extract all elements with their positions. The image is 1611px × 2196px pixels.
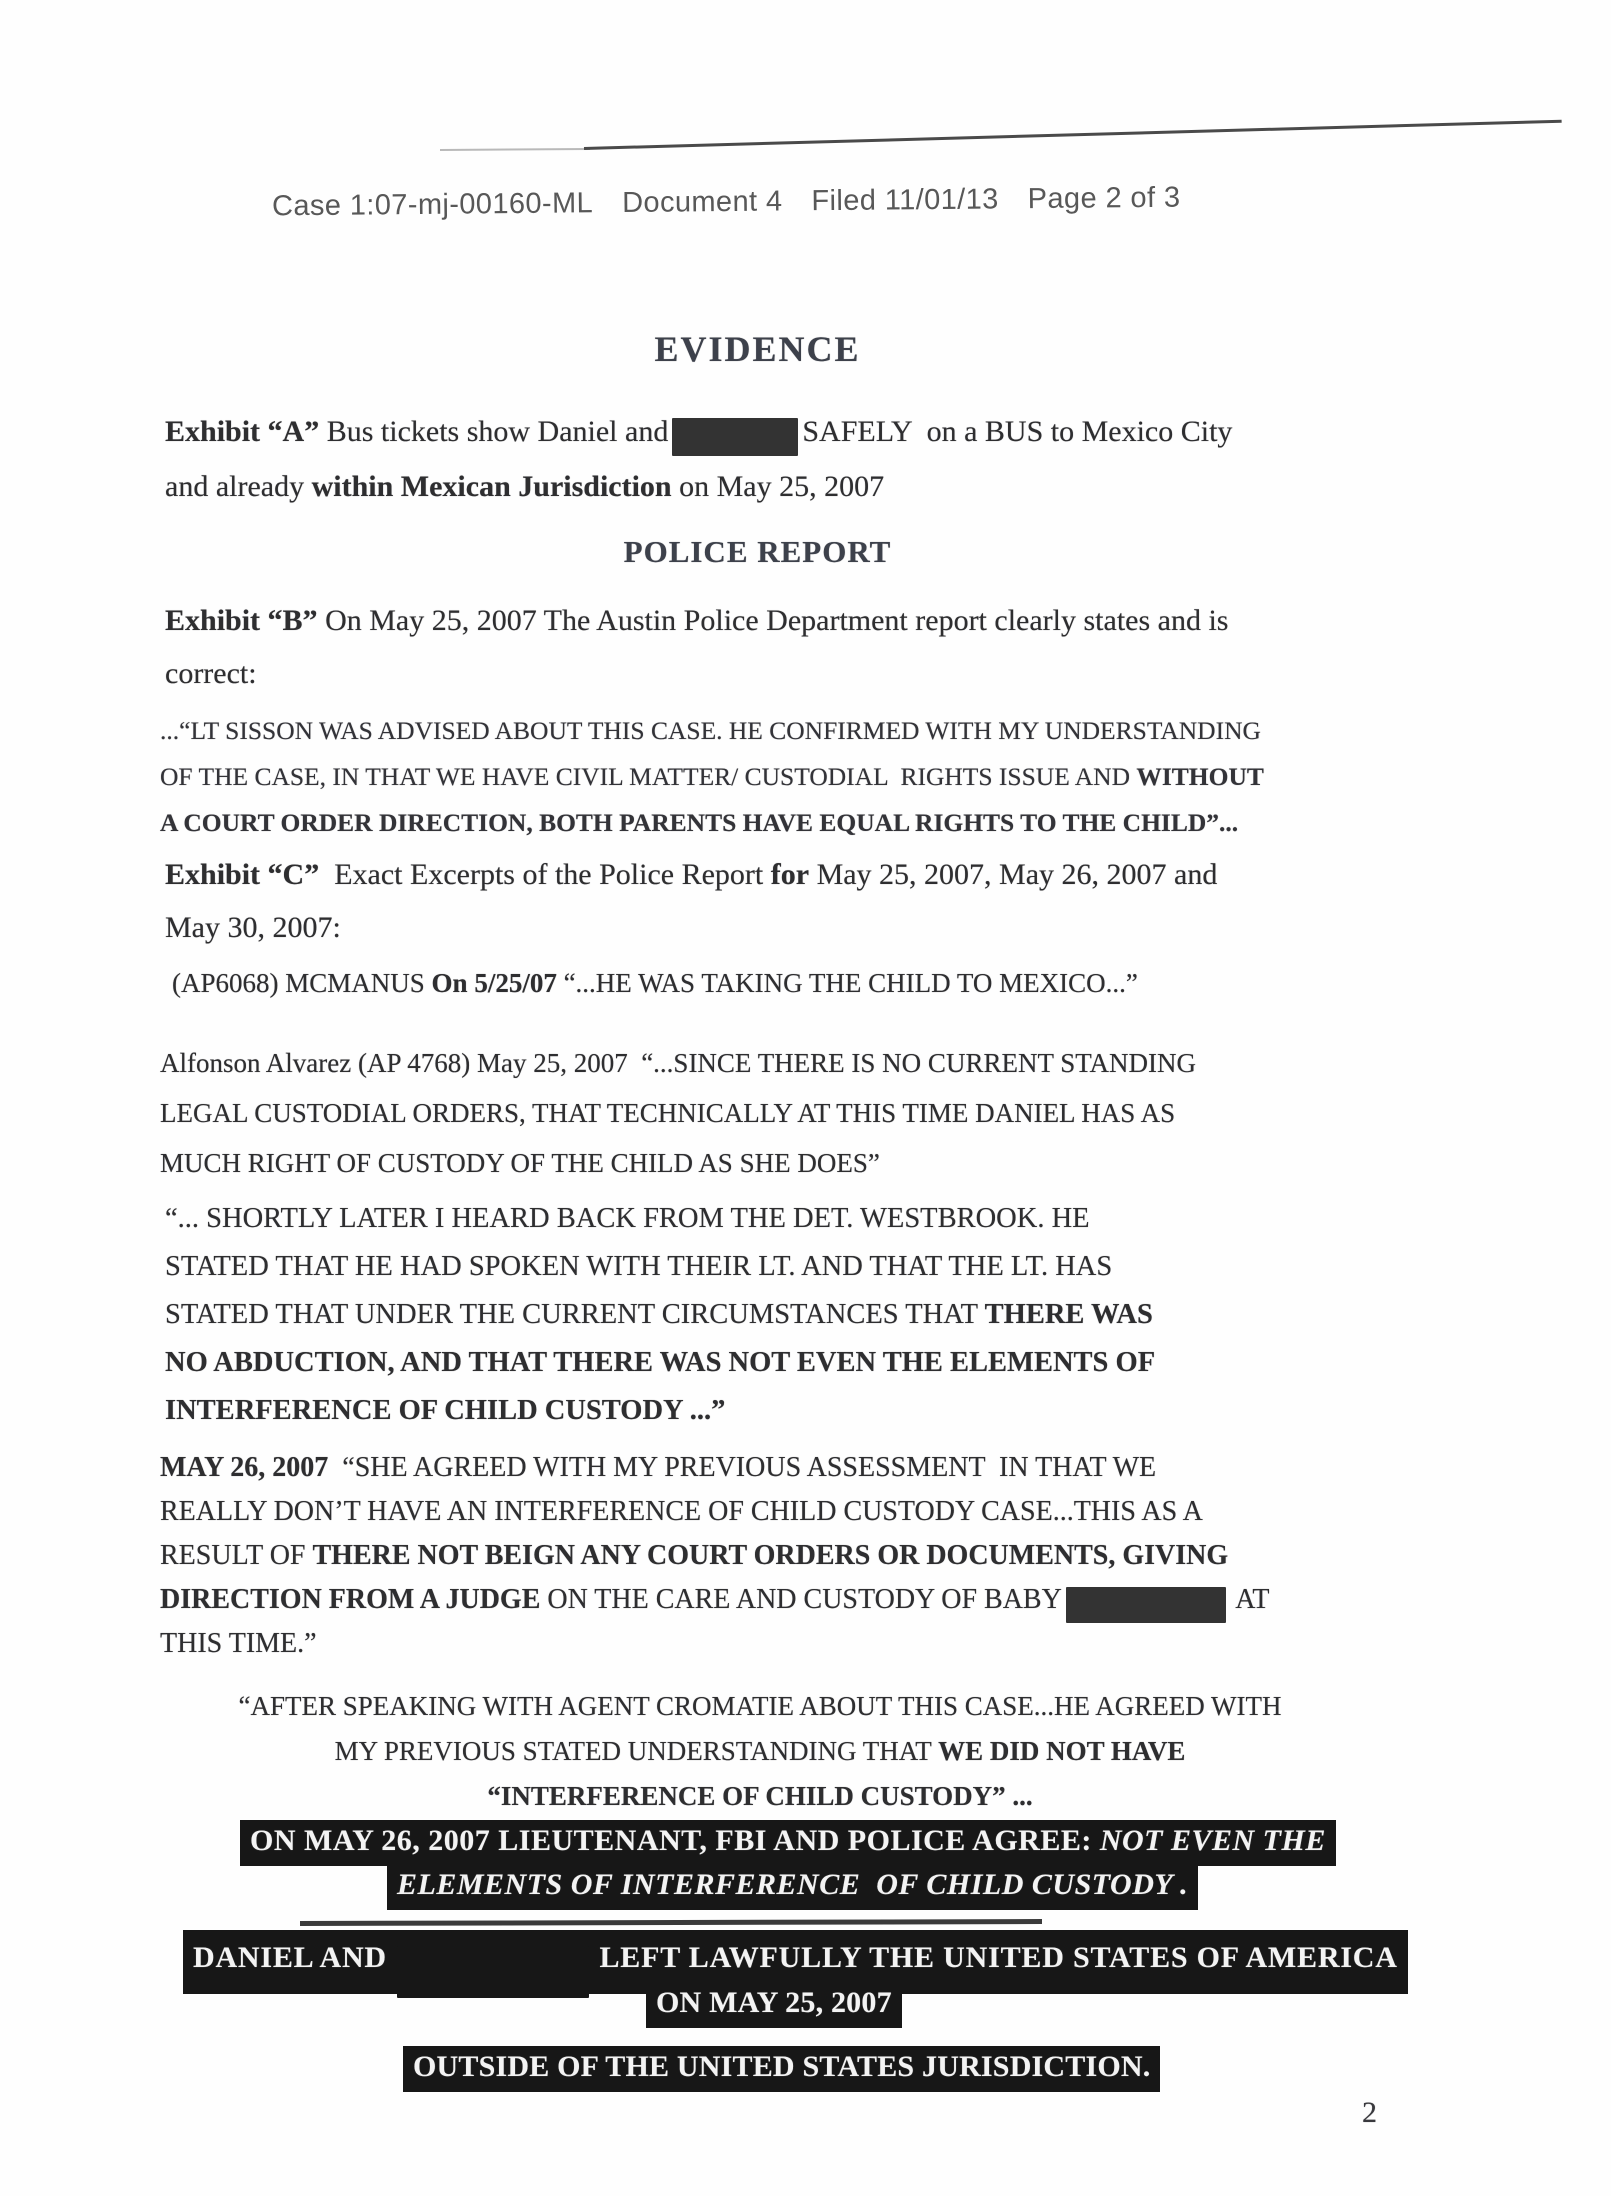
text-line [165,1291,1155,1339]
text-segment: and already [165,470,312,503]
text-segment: “... SHORTLY LATER I HEARD BACK FROM THE DET. WESTBROOK. HE [165,1203,1090,1234]
text-segment: Exhibit “A” [165,415,327,448]
text-line [165,1774,1355,1819]
redaction-box [1066,1587,1226,1623]
paragraph-may26-quote [160,1446,1270,1666]
text-segment: THERE NOT BEIGN ANY COURT ORDERS OR DOCUMENTS, GIVING [312,1540,1229,1571]
paragraph-exhibit-b [165,594,1228,700]
redaction-box [397,1946,589,1998]
text-segment: INTERFERENCE OF CHILD CUSTODY ...” [165,1395,726,1426]
text-segment: MAY 26, 2007 [160,1452,329,1483]
redaction-box [672,418,798,456]
text-line [160,1446,1270,1490]
case-stamp-header [272,182,1181,224]
text-segment: OUTSIDE OF THE UNITED STATES JURISDICTION. [413,2050,1151,2083]
paragraph-mcmanus-line [172,960,1138,1006]
text-segment: ON THE CARE AND CUSTODY OF BABY [540,1584,1062,1615]
text-line [165,404,1232,459]
text-line [165,1243,1155,1291]
paragraph-alvarez-quote [160,1038,1196,1188]
text-segment: correct: [165,657,257,690]
text-segment: SAFELY on a BUS to Mexico City [802,415,1233,448]
text-segment: OF THE CASE, IN THAT WE HAVE CIVIL MATTER/ CUSTODIAL RIGHTS ISSUE AND [160,762,1137,791]
highlight-outside-jurisdiction [403,2046,1160,2092]
text-segment: Exact Excerpts of the Police Report [334,858,771,891]
text-segment: ON MAY 25, 2007 [656,1986,892,2019]
text-line [165,1684,1355,1729]
text-segment: THIS TIME.” [160,1628,317,1659]
text-line [160,1534,1270,1578]
text-line [160,1138,1196,1188]
text-line [160,1622,1270,1666]
text-segment: “INTERFERENCE OF CHILD CUSTODY” ... [487,1781,1033,1811]
text-segment: WE DID NOT HAVE [938,1736,1186,1766]
text-line [397,1868,1188,1901]
text-segment: “SHE AGREED WITH MY PREVIOUS ASSESSMENT IN THAT WE [328,1452,1157,1483]
text-segment: STATED THAT HE HAD SPOKEN WITH THEIR LT. AND THAT THE LT. HAS [165,1251,1113,1282]
text-line [160,1088,1196,1138]
scan-artifact-line [584,120,1562,150]
text-line [165,901,1217,954]
text-segment: AT [1229,1584,1270,1615]
text-segment: DIRECTION FROM A JUDGE [160,1584,541,1615]
text-segment: WITHOUT [1136,762,1264,791]
text-line [165,647,1228,700]
text-line [193,1941,1398,1974]
highlight-agree-line1 [240,1820,1336,1866]
scan-artifact-line-faint [440,148,590,151]
text-segment: STATED THAT UNDER THE CURRENT CIRCUMSTANCES THAT [165,1299,985,1330]
paragraph-exhibit-a [165,404,1232,514]
text-segment: Exhibit “C” [165,858,335,891]
text-segment: Bus tickets show Daniel and [326,415,669,448]
paragraph-cromatie-quote [165,1684,1355,1819]
text-line [160,1490,1270,1534]
text-line [165,1387,1155,1435]
highlight-on-may-25 [646,1982,902,2028]
document-number: Document 4 [621,185,783,219]
text-segment: MY PREVIOUS STATED UNDERSTANDING THAT [334,1736,939,1766]
text-line [172,960,1138,1006]
text-segment: (AP6068) MCMANUS [172,968,432,998]
text-segment: NOT EVEN THE [1099,1824,1326,1857]
text-segment: May 25, 2007, May 26, 2007 and [809,858,1218,891]
text-line [160,1578,1270,1622]
paragraph-exhibit-c [165,848,1217,954]
text-line [160,1038,1196,1088]
title-police-report: POLICE REPORT [623,534,892,569]
text-segment: NO ABDUCTION, AND THAT THERE WAS NOT EVEN THE ELEMENTS OF [165,1347,1156,1378]
text-segment: LEFT LAWFULLY THE UNITED STATES OF AMERICA [591,1940,1398,1974]
text-segment: May 30, 2007: [165,911,341,944]
scan-smear-line [300,1919,1042,1926]
text-segment: THERE WAS [984,1299,1153,1330]
text-segment: On May 25, 2007 The Austin Police Department report clearly states and is [325,604,1229,637]
text-segment: ...“LT SISSON WAS ADVISED ABOUT THIS CASE. HE CONFIRMED WITH MY UNDERSTANDING [160,716,1261,745]
text-segment: On 5/25/07 [431,968,557,998]
text-segment: “...HE WAS TAKING THE CHILD TO MEXICO...” [556,968,1138,998]
page-indicator: Page 2 of 3 [1027,181,1181,216]
text-segment: A COURT ORDER DIRECTION, BOTH PARENTS HAVE EQUAL RIGHTS TO THE CHILD”... [160,808,1239,837]
text-line [165,1729,1355,1774]
text-segment: Exhibit “B” [165,604,326,637]
text-segment: within Mexican Jurisdiction [311,470,672,503]
text-segment: MUCH RIGHT OF CUSTODY OF THE CHILD AS SHE DOES” [160,1148,880,1178]
text-line [160,708,1264,754]
text-segment: “AFTER SPEAKING WITH AGENT CROMATIE ABOUT THIS CASE...HE AGREED WITH [238,1691,1282,1721]
text-line [165,594,1228,647]
filed-date: Filed 11/01/13 [811,183,999,218]
title-evidence: EVIDENCE [654,329,861,369]
highlight-agree-line2 [387,1864,1198,1910]
text-line [413,2050,1150,2083]
text-segment: REALLY DON’T HAVE AN INTERFERENCE OF CHILD CUSTODY CASE...THIS AS A [160,1496,1203,1527]
text-segment: for [770,858,810,891]
text-line [165,1339,1155,1387]
paragraph-lt-sisson-quote [160,708,1264,846]
text-line [165,848,1217,901]
text-line [165,459,1232,514]
text-segment: on May 25, 2007 [671,470,885,503]
text-segment: DANIEL AND [193,1940,396,1974]
text-segment: LEGAL CUSTODIAL ORDERS, THAT TECHNICALLY AT THIS TIME DANIEL HAS AS [160,1098,1176,1128]
text-segment: RESULT OF [160,1540,313,1571]
page-number: 2 [1362,2096,1377,2129]
text-segment: ELEMENTS OF INTERFERENCE OF CHILD CUSTODY . [397,1868,1189,1901]
paragraph-westbrook-quote [165,1195,1155,1435]
text-line [250,1824,1326,1857]
text-line [160,800,1264,846]
text-segment: Alfonson Alvarez (AP 4768) May 25, 2007 “...SINCE THERE IS NO CURRENT STANDING [160,1048,1197,1078]
text-line [165,1195,1155,1243]
text-segment: ON MAY 26, 2007 LIEUTENANT, FBI AND POLICE AGREE: [250,1824,1100,1857]
text-line [160,754,1264,800]
text-line [656,1986,892,2019]
case-number: Case 1:07-mj-00160-ML [271,187,594,223]
